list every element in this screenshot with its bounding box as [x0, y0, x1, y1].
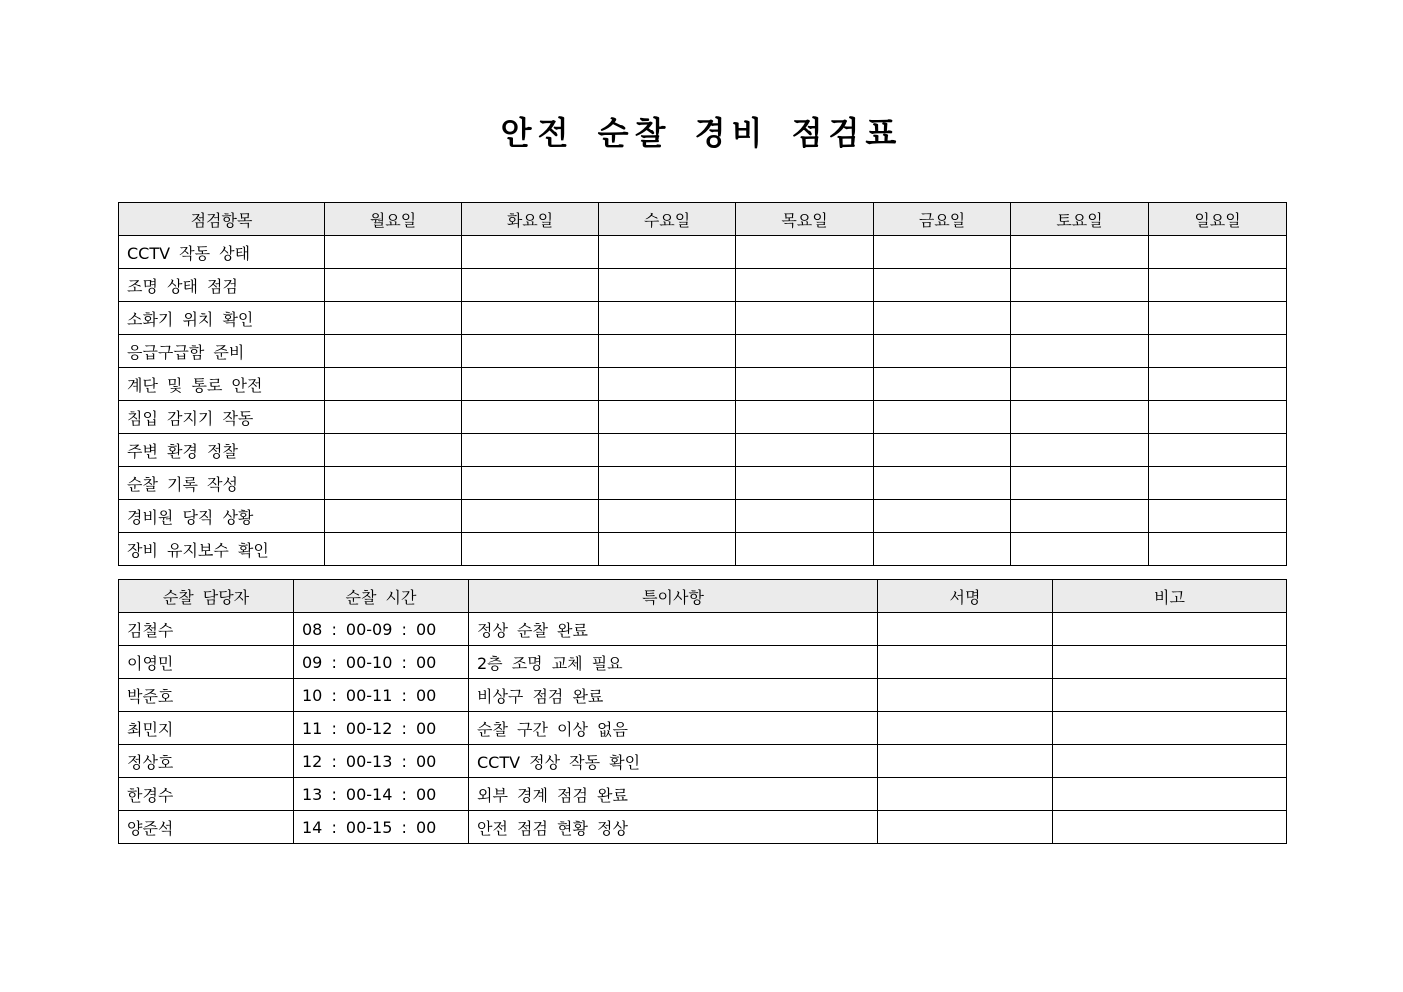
special-note: 외부 경계 점검 완료: [469, 778, 878, 811]
check-cell-monday[interactable]: [325, 434, 462, 467]
check-cell-saturday[interactable]: [1011, 335, 1149, 368]
check-cell-wednesday[interactable]: [599, 368, 736, 401]
check-cell-tuesday[interactable]: [462, 302, 599, 335]
inspection-item-label: 장비 유지보수 확인: [119, 533, 325, 566]
check-cell-friday[interactable]: [874, 401, 1011, 434]
check-cell-sunday[interactable]: [1149, 302, 1287, 335]
patrol-officer-name: 이영민: [119, 646, 294, 679]
check-cell-sunday[interactable]: [1149, 533, 1287, 566]
check-cell-tuesday[interactable]: [462, 236, 599, 269]
header-friday: 금요일: [874, 203, 1011, 236]
checklist-row: [119, 500, 1287, 533]
check-cell-monday[interactable]: [325, 401, 462, 434]
check-cell-friday[interactable]: [874, 434, 1011, 467]
check-cell-wednesday[interactable]: [599, 401, 736, 434]
patrol-officer-name: 정상호: [119, 745, 294, 778]
patrol-row: [119, 613, 1287, 646]
check-cell-friday[interactable]: [874, 368, 1011, 401]
remarks-cell[interactable]: [1053, 679, 1287, 712]
check-cell-saturday[interactable]: [1011, 467, 1149, 500]
special-note: 비상구 점검 완료: [469, 679, 878, 712]
patrol-log-table: [118, 579, 1287, 844]
check-cell-monday[interactable]: [325, 368, 462, 401]
check-cell-monday[interactable]: [325, 533, 462, 566]
header-saturday: 토요일: [1011, 203, 1149, 236]
check-cell-thursday[interactable]: [736, 269, 874, 302]
header-remarks: 비고: [1053, 580, 1287, 613]
patrol-officer-name: 박준호: [119, 679, 294, 712]
inspection-item-label: 소화기 위치 확인: [119, 302, 325, 335]
header-thursday: 목요일: [736, 203, 874, 236]
inspection-item-label: 주변 환경 정찰: [119, 434, 325, 467]
signature-cell[interactable]: [878, 745, 1053, 778]
checklist-row: [119, 269, 1287, 302]
check-cell-thursday[interactable]: [736, 434, 874, 467]
inspection-item-label: 경비원 당직 상황: [119, 500, 325, 533]
inspection-item-label: 침입 감지기 작동: [119, 401, 325, 434]
check-cell-friday[interactable]: [874, 500, 1011, 533]
check-cell-friday[interactable]: [874, 467, 1011, 500]
check-cell-thursday[interactable]: [736, 368, 874, 401]
special-note: 2층 조명 교체 필요: [469, 646, 878, 679]
check-cell-sunday[interactable]: [1149, 269, 1287, 302]
check-cell-tuesday[interactable]: [462, 467, 599, 500]
check-cell-saturday[interactable]: [1011, 236, 1149, 269]
header-signature: 서명: [878, 580, 1053, 613]
header-inspection-item: 점검항목: [119, 203, 325, 236]
signature-cell[interactable]: [878, 679, 1053, 712]
check-cell-wednesday[interactable]: [599, 434, 736, 467]
checklist-header-row: [119, 203, 1287, 236]
signature-cell[interactable]: [878, 613, 1053, 646]
check-cell-thursday[interactable]: [736, 335, 874, 368]
checklist-row: [119, 236, 1287, 269]
check-cell-wednesday[interactable]: [599, 269, 736, 302]
check-cell-friday[interactable]: [874, 533, 1011, 566]
check-cell-saturday[interactable]: [1011, 401, 1149, 434]
signature-cell[interactable]: [878, 646, 1053, 679]
check-cell-sunday[interactable]: [1149, 467, 1287, 500]
header-special-notes: 특이사항: [469, 580, 878, 613]
check-cell-sunday[interactable]: [1149, 335, 1287, 368]
check-cell-thursday[interactable]: [736, 236, 874, 269]
inspection-item-label: 계단 및 통로 안전: [119, 368, 325, 401]
checklist-row: [119, 434, 1287, 467]
header-patrol-time: 순찰 시간: [294, 580, 469, 613]
patrol-officer-name: 김철수: [119, 613, 294, 646]
patrol-row: [119, 745, 1287, 778]
check-cell-sunday[interactable]: [1149, 368, 1287, 401]
patrol-header-row: [119, 580, 1287, 613]
check-cell-tuesday[interactable]: [462, 335, 599, 368]
remarks-cell[interactable]: [1053, 811, 1287, 844]
patrol-row: [119, 712, 1287, 745]
check-cell-monday[interactable]: [325, 269, 462, 302]
patrol-officer-name: 한경수: [119, 778, 294, 811]
check-cell-wednesday[interactable]: [599, 467, 736, 500]
inspection-checklist-table: [118, 202, 1287, 566]
check-cell-monday[interactable]: [325, 302, 462, 335]
patrol-row: [119, 679, 1287, 712]
remarks-cell[interactable]: [1053, 646, 1287, 679]
check-cell-tuesday[interactable]: [462, 500, 599, 533]
remarks-cell[interactable]: [1053, 778, 1287, 811]
signature-cell[interactable]: [878, 811, 1053, 844]
check-cell-wednesday[interactable]: [599, 500, 736, 533]
check-cell-friday[interactable]: [874, 335, 1011, 368]
patrol-officer-name: 양준석: [119, 811, 294, 844]
check-cell-sunday[interactable]: [1149, 500, 1287, 533]
header-patrol-officer: 순찰 담당자: [119, 580, 294, 613]
special-note: 순찰 구간 이상 없음: [469, 712, 878, 745]
inspection-item-label: 응급구급함 준비: [119, 335, 325, 368]
patrol-time: 08 : 00-09 : 00: [294, 613, 469, 646]
check-cell-saturday[interactable]: [1011, 269, 1149, 302]
header-monday: 월요일: [325, 203, 462, 236]
check-cell-friday[interactable]: [874, 269, 1011, 302]
remarks-cell[interactable]: [1053, 745, 1287, 778]
checklist-row: [119, 302, 1287, 335]
patrol-row: [119, 646, 1287, 679]
header-tuesday: 화요일: [462, 203, 599, 236]
inspection-item-label: 조명 상태 점검: [119, 269, 325, 302]
special-note: 정상 순찰 완료: [469, 613, 878, 646]
signature-cell[interactable]: [878, 712, 1053, 745]
patrol-time: 14 : 00-15 : 00: [294, 811, 469, 844]
check-cell-thursday[interactable]: [736, 302, 874, 335]
check-cell-sunday[interactable]: [1149, 236, 1287, 269]
check-cell-wednesday[interactable]: [599, 335, 736, 368]
check-cell-thursday[interactable]: [736, 401, 874, 434]
checklist-row: [119, 467, 1287, 500]
checklist-row: [119, 335, 1287, 368]
check-cell-monday[interactable]: [325, 335, 462, 368]
check-cell-saturday[interactable]: [1011, 368, 1149, 401]
patrol-time: 12 : 00-13 : 00: [294, 745, 469, 778]
checklist-row: [119, 533, 1287, 566]
check-cell-saturday[interactable]: [1011, 533, 1149, 566]
check-cell-tuesday[interactable]: [462, 269, 599, 302]
patrol-row: [119, 778, 1287, 811]
check-cell-monday[interactable]: [325, 467, 462, 500]
check-cell-friday[interactable]: [874, 302, 1011, 335]
page-title: 안전 순찰 경비 점검표: [500, 114, 903, 152]
patrol-row: [119, 811, 1287, 844]
special-note: 안전 점검 현황 정상: [469, 811, 878, 844]
header-sunday: 일요일: [1149, 203, 1287, 236]
inspection-item-label: 순찰 기록 작성: [119, 467, 325, 500]
check-cell-thursday[interactable]: [736, 500, 874, 533]
check-cell-thursday[interactable]: [736, 467, 874, 500]
check-cell-saturday[interactable]: [1011, 500, 1149, 533]
patrol-time: 10 : 00-11 : 00: [294, 679, 469, 712]
remarks-cell[interactable]: [1053, 712, 1287, 745]
signature-cell[interactable]: [878, 778, 1053, 811]
check-cell-tuesday[interactable]: [462, 434, 599, 467]
check-cell-wednesday[interactable]: [599, 236, 736, 269]
check-cell-tuesday[interactable]: [462, 401, 599, 434]
patrol-time: 13 : 00-14 : 00: [294, 778, 469, 811]
check-cell-saturday[interactable]: [1011, 434, 1149, 467]
check-cell-sunday[interactable]: [1149, 434, 1287, 467]
check-cell-wednesday[interactable]: [599, 302, 736, 335]
check-cell-sunday[interactable]: [1149, 401, 1287, 434]
check-cell-monday[interactable]: [325, 500, 462, 533]
special-note: CCTV 정상 작동 확인: [469, 745, 878, 778]
check-cell-monday[interactable]: [325, 236, 462, 269]
check-cell-wednesday[interactable]: [599, 533, 736, 566]
check-cell-saturday[interactable]: [1011, 302, 1149, 335]
check-cell-tuesday[interactable]: [462, 368, 599, 401]
inspection-item-label: CCTV 작동 상태: [119, 236, 325, 269]
checklist-row: [119, 368, 1287, 401]
remarks-cell[interactable]: [1053, 613, 1287, 646]
patrol-time: 11 : 00-12 : 00: [294, 712, 469, 745]
patrol-officer-name: 최민지: [119, 712, 294, 745]
check-cell-friday[interactable]: [874, 236, 1011, 269]
header-wednesday: 수요일: [599, 203, 736, 236]
check-cell-thursday[interactable]: [736, 533, 874, 566]
check-cell-tuesday[interactable]: [462, 533, 599, 566]
patrol-time: 09 : 00-10 : 00: [294, 646, 469, 679]
checklist-row: [119, 401, 1287, 434]
